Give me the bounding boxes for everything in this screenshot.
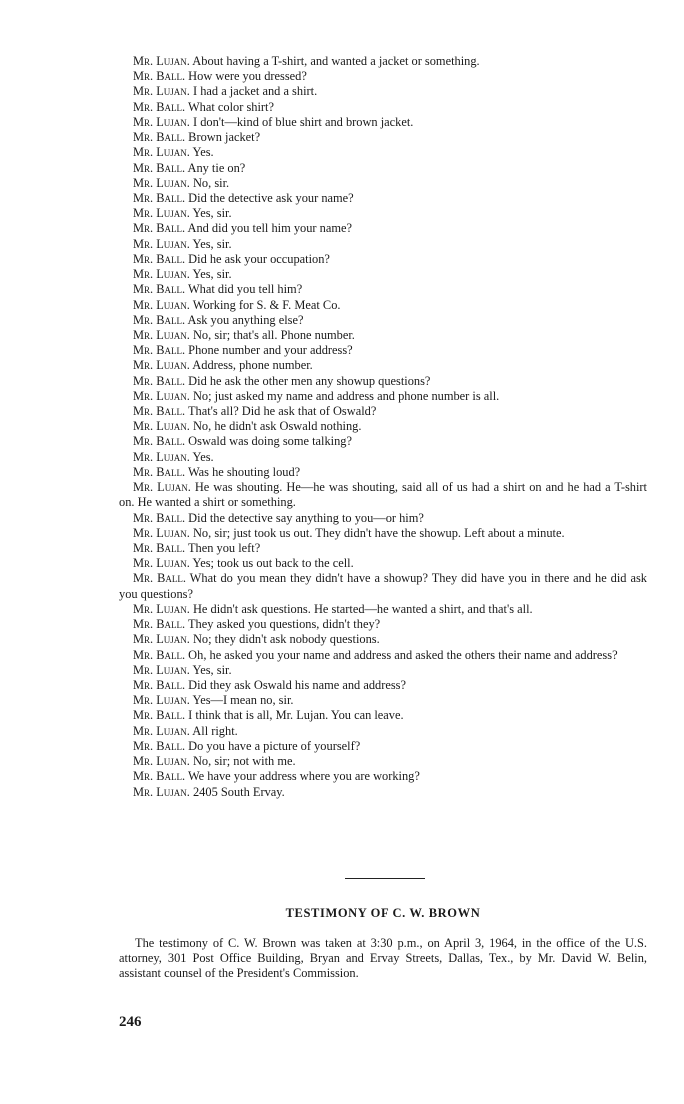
- transcript-line: [119, 267, 647, 282]
- speaker-label: Mr. Lujan.: [133, 267, 190, 282]
- section-divider: [345, 878, 425, 879]
- speech-text: Yes.: [189, 145, 214, 160]
- speech-text: What color shirt?: [185, 99, 274, 114]
- speaker-label: Mr. Lujan.: [133, 297, 190, 312]
- transcript-line: [119, 739, 647, 754]
- transcript-line: [119, 54, 647, 69]
- transcript-line: [119, 617, 647, 632]
- transcript-line: [119, 221, 647, 236]
- speaker-label: Mr. Lujan.: [133, 480, 191, 495]
- transcript-line: [119, 389, 647, 404]
- transcript-line: [119, 708, 647, 723]
- transcript-line: [119, 313, 647, 328]
- speech-text: Yes, sir.: [189, 267, 232, 282]
- speech-text: No, sir.: [189, 175, 230, 190]
- speaker-label: Mr. Lujan.: [133, 327, 190, 342]
- speaker-label: Mr. Lujan.: [133, 145, 190, 160]
- transcript-line: [119, 100, 647, 115]
- speaker-label: Mr. Ball.: [133, 99, 186, 114]
- transcript-line: [119, 404, 647, 419]
- transcript-line: [119, 237, 647, 252]
- speech-text: Working for S. & F. Meat Co.: [189, 297, 341, 312]
- transcript-line: [119, 161, 647, 176]
- speech-text: Ask you anything else?: [185, 312, 304, 327]
- speech-text: Did the detective say anything to you—or him?: [185, 510, 424, 525]
- transcript-line: [119, 191, 647, 206]
- speaker-label: Mr. Lujan.: [133, 754, 190, 769]
- speaker-label: Mr. Ball.: [133, 617, 186, 632]
- speech-text: All right.: [189, 723, 238, 738]
- speech-text: Phone number and your address?: [185, 343, 353, 358]
- speaker-label: Mr. Lujan.: [133, 662, 190, 677]
- transcript-line: [119, 343, 647, 358]
- speaker-label: Mr. Ball.: [133, 464, 186, 479]
- speaker-label: Mr. Lujan.: [133, 236, 190, 251]
- transcript-line: [119, 602, 647, 617]
- speech-text: I don't—kind of blue shirt and brown jacket.: [189, 114, 414, 129]
- speech-text: What did you tell him?: [185, 282, 303, 297]
- transcript-line: [119, 69, 647, 84]
- speaker-label: Mr. Ball.: [133, 343, 186, 358]
- transcript-line: [119, 465, 647, 480]
- transcript-line: [119, 282, 647, 297]
- speech-text: Was he shouting loud?: [185, 464, 301, 479]
- speech-text: Yes, sir.: [189, 662, 232, 677]
- speaker-label: Mr. Ball.: [133, 708, 186, 723]
- speech-text: 2405 South Ervay.: [189, 784, 285, 799]
- speaker-label: Mr. Ball.: [133, 541, 186, 555]
- transcript-line: [119, 526, 647, 541]
- transcript-line: [119, 556, 647, 571]
- transcript-line: [119, 754, 647, 769]
- transcript-line: [119, 511, 647, 526]
- speaker-label: Mr. Ball.: [133, 251, 186, 266]
- transcript-line: [119, 678, 647, 693]
- transcript-line: [119, 693, 647, 708]
- transcript-line: [119, 145, 647, 160]
- transcript-line: [119, 480, 647, 510]
- transcript-line: [119, 115, 647, 130]
- page-number: 246: [119, 1014, 142, 1030]
- speaker-label: Mr. Lujan.: [133, 388, 190, 403]
- speech-text: About having a T-shirt, and wanted a jacket or something.: [189, 54, 480, 68]
- speech-text: What do you mean they didn't have a showup? They did have you in there and he did ask you questions?: [119, 571, 647, 601]
- speech-text: Yes, sir.: [189, 236, 232, 251]
- transcript-line: [119, 571, 647, 601]
- speech-text: That's all? Did he ask that of Oswald?: [185, 404, 377, 419]
- transcript-line: [119, 328, 647, 343]
- transcript-line: [119, 663, 647, 678]
- speaker-label: Mr. Ball.: [133, 677, 186, 692]
- transcript-line: [119, 541, 647, 556]
- transcript-line: [119, 648, 647, 663]
- transcript-line: [119, 450, 647, 465]
- transcript-line: [119, 206, 647, 221]
- speech-text: Yes, sir.: [189, 206, 232, 221]
- speaker-label: Mr. Ball.: [133, 282, 186, 297]
- speaker-label: Mr. Ball.: [133, 571, 186, 586]
- speaker-label: Mr. Ball.: [133, 404, 186, 419]
- transcript-line: [119, 724, 647, 739]
- speaker-label: Mr. Lujan.: [133, 175, 190, 190]
- speaker-label: Mr. Lujan.: [133, 449, 190, 464]
- speech-text: Did he ask the other men any showup questions?: [185, 373, 431, 388]
- transcript-line: [119, 176, 647, 191]
- transcript-line: [119, 298, 647, 313]
- speech-text: No; just asked my name and address and phone number is all.: [189, 388, 500, 403]
- transcript-line: [119, 785, 647, 800]
- speaker-label: Mr. Lujan.: [133, 556, 190, 571]
- speaker-label: Mr. Lujan.: [133, 784, 190, 799]
- speech-text: And did you tell him your name?: [185, 221, 352, 236]
- speaker-label: Mr. Ball.: [133, 130, 186, 145]
- speaker-label: Mr. Ball.: [133, 69, 186, 84]
- speech-text: Any tie on?: [185, 160, 246, 175]
- speaker-label: Mr. Ball.: [133, 434, 186, 449]
- speech-text: Did the detective ask your name?: [185, 190, 354, 205]
- speech-text: Oswald was doing some talking?: [185, 434, 352, 449]
- speech-text: Did he ask your occupation?: [185, 251, 330, 266]
- speech-text: He was shouting. He—he was shouting, said all of us had a shirt on and he had a T-shirt on. He wanted a shirt or something.: [119, 480, 648, 510]
- speech-text: Oh, he asked you your name and address and asked the others their name and address?: [185, 647, 618, 662]
- speech-text: No; they didn't ask nobody questions.: [189, 632, 380, 647]
- speech-text: Yes; took us out back to the cell.: [189, 556, 354, 571]
- speaker-label: Mr. Lujan.: [133, 601, 190, 616]
- speaker-label: Mr. Lujan.: [133, 632, 190, 647]
- transcript-line: [119, 84, 647, 99]
- speaker-label: Mr. Ball.: [133, 769, 186, 784]
- speech-text: We have your address where you are working?: [185, 769, 420, 784]
- speech-text: Yes—I mean no, sir.: [189, 693, 294, 708]
- speech-text: He didn't ask questions. He started—he wanted a shirt, and that's all.: [189, 601, 533, 616]
- speech-text: I had a jacket and a shirt.: [189, 84, 318, 99]
- speaker-label: Mr. Ball.: [133, 373, 186, 388]
- speech-text: Do you have a picture of yourself?: [185, 738, 361, 753]
- speaker-label: Mr. Lujan.: [133, 525, 190, 540]
- speech-text: Address, phone number.: [189, 358, 313, 373]
- transcript-line: [119, 130, 647, 145]
- speaker-label: Mr. Lujan.: [133, 114, 190, 129]
- transcript-line: [119, 252, 647, 267]
- speaker-label: Mr. Lujan.: [133, 358, 190, 373]
- speaker-label: Mr. Ball.: [133, 221, 186, 236]
- speech-text: How were you dressed?: [185, 69, 307, 84]
- speech-text: No, he didn't ask Oswald nothing.: [189, 419, 362, 434]
- speaker-label: Mr. Ball.: [133, 738, 186, 753]
- speaker-label: Mr. Lujan.: [133, 723, 190, 738]
- intro-paragraph: The testimony of C. W. Brown was taken at 3:30 p.m., on April 3, 1964, in the office of the U.S. attorney, 301 Post Office Building, Bryan and Ervay Streets, Dallas, Tex., by Mr. David W. Belin, assistant counsel of the President's Commission.: [119, 936, 647, 981]
- transcript-line: [119, 374, 647, 389]
- speech-text: No, sir; just took us out. They didn't have the showup. Left about a minute.: [189, 525, 565, 540]
- speech-text: Did they ask Oswald his name and address?: [185, 677, 406, 692]
- speaker-label: Mr. Lujan.: [133, 54, 190, 68]
- speech-text: No, sir; that's all. Phone number.: [189, 327, 355, 342]
- speech-text: They asked you questions, didn't they?: [185, 617, 381, 632]
- speech-text: No, sir; not with me.: [189, 754, 296, 769]
- speaker-label: Mr. Ball.: [133, 510, 186, 525]
- transcript-line: [119, 632, 647, 647]
- speaker-label: Mr. Ball.: [133, 647, 186, 662]
- speaker-label: Mr. Ball.: [133, 190, 186, 205]
- speech-text: Then you left?: [185, 541, 261, 555]
- speaker-label: Mr. Lujan.: [133, 419, 190, 434]
- transcript-line: [119, 419, 647, 434]
- transcript-line: [119, 434, 647, 449]
- speaker-label: Mr. Lujan.: [133, 84, 190, 99]
- transcript: [119, 54, 647, 800]
- speech-text: Brown jacket?: [185, 130, 261, 145]
- speaker-label: Mr. Lujan.: [133, 206, 190, 221]
- transcript-line: [119, 358, 647, 373]
- speaker-label: Mr. Ball.: [133, 160, 186, 175]
- transcript-line: [119, 769, 647, 784]
- speaker-label: Mr. Lujan.: [133, 693, 190, 708]
- section-heading: TESTIMONY OF C. W. BROWN: [285, 906, 481, 920]
- speech-text: I think that is all, Mr. Lujan. You can leave.: [185, 708, 404, 723]
- speaker-label: Mr. Ball.: [133, 312, 186, 327]
- speech-text: Yes.: [189, 449, 214, 464]
